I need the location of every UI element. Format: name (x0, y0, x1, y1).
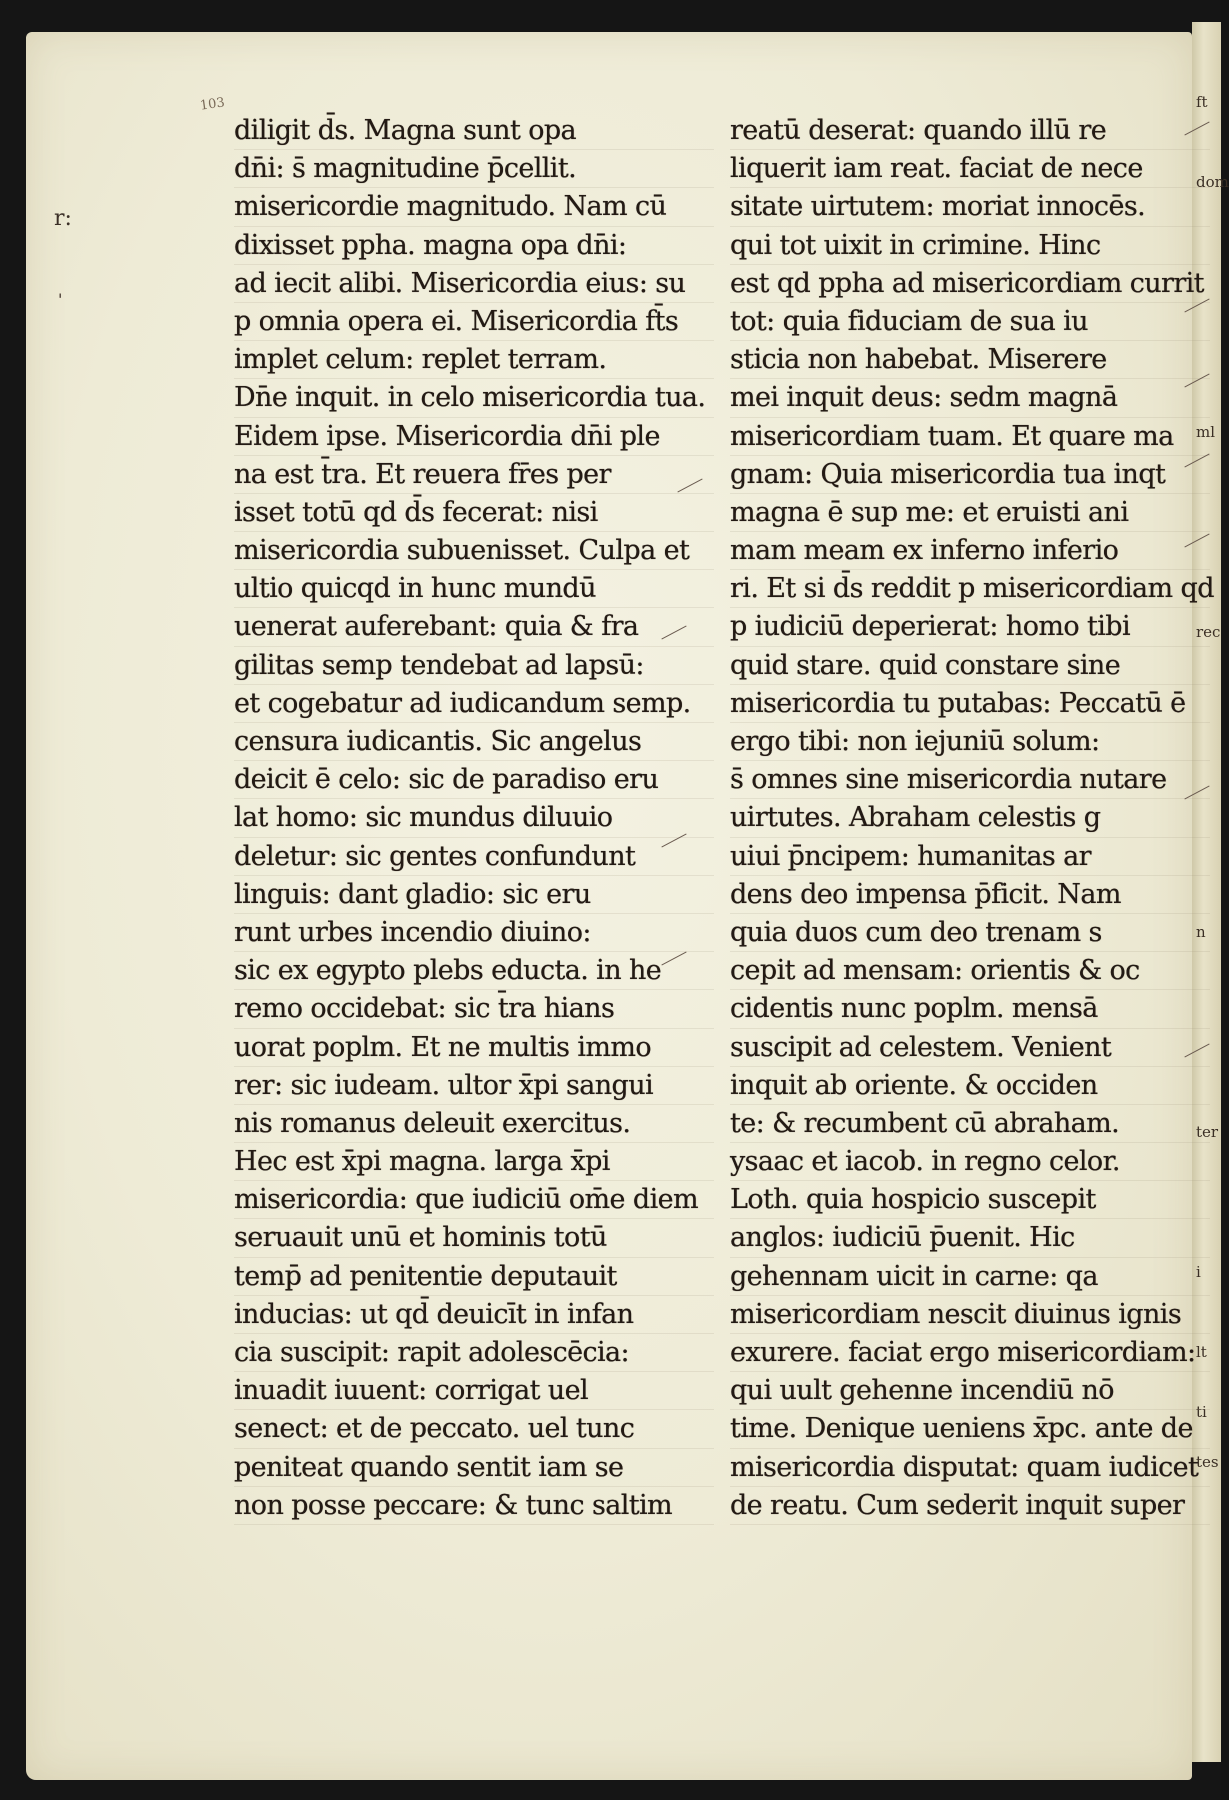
manuscript-line: gnam: Quia misericordia tua inqt (730, 456, 1210, 494)
manuscript-line: sic ex egypto plebs educta. in he (234, 952, 714, 990)
manuscript-line: mam meam ex inferno inferio (730, 532, 1210, 570)
manuscript-line: exurere. faciat ergo misericordiam: (730, 1334, 1210, 1372)
adjacent-leaf-fragment: rec (1196, 623, 1221, 641)
manuscript-line: ad iecit alibi. Misericordia eius: su (234, 265, 714, 303)
manuscript-line: Loth. quia hospicio suscepit (730, 1181, 1210, 1219)
manuscript-line: qui tot uixit in crimine. Hinc (730, 227, 1210, 265)
manuscript-line: implet celum: replet terram. (234, 341, 714, 379)
manuscript-line: inquit ab oriente. & occiden (730, 1067, 1210, 1105)
manuscript-line: gehennam uicit in carne: qa (730, 1258, 1210, 1296)
manuscript-line: cepit ad mensam: orientis & oc (730, 952, 1210, 990)
manuscript-line: magna ē sup me: et eruisti ani (730, 494, 1210, 532)
manuscript-line: s̄ omnes sine misericordia nutare (730, 761, 1210, 799)
manuscript-line: mei inquit deus: sedm magnā (730, 379, 1210, 417)
manuscript-line: ultio quicqd in hunc mundū (234, 570, 714, 608)
manuscript-line: misericordie magnitudo. Nam cū (234, 188, 714, 226)
manuscript-line: quia duos cum deo trenam s (730, 914, 1210, 952)
manuscript-line: uorat poplm. Et ne multis immo (234, 1029, 714, 1067)
adjacent-leaf-fragment: ft (1196, 93, 1208, 111)
manuscript-line: tot: quia fiduciam de sua iu (730, 303, 1210, 341)
manuscript-line: deletur: sic gentes confundunt (234, 838, 714, 876)
folio-number: 103 (199, 95, 226, 114)
manuscript-line: ysaac et iacob. in regno celor. (730, 1143, 1210, 1181)
manuscript-line: reatū deserat: quando illū re (730, 112, 1210, 150)
manuscript-line: gilitas semp tendebat ad lapsū: (234, 647, 714, 685)
manuscript-line: na est t̄ra. Et reuera fr̄es per (234, 456, 714, 494)
manuscript-line: est qd ppha ad misericordiam currit (730, 265, 1210, 303)
manuscript-line: nis romanus deleuit exercitus. (234, 1105, 714, 1143)
text-column-left (234, 112, 714, 1525)
manuscript-line: deicit ē celo: sic de paradiso eru (234, 761, 714, 799)
manuscript-line: dixisset ppha. magna opa dn̄i: (234, 227, 714, 265)
adjacent-leaf-fragment: tes (1196, 1453, 1219, 1471)
manuscript-line: misericordiam nescit diuinus ignis (730, 1296, 1210, 1334)
adjacent-leaf-fragment: n (1196, 923, 1206, 941)
manuscript-line: Hec est x̄pi magna. larga x̄pi (234, 1143, 714, 1181)
manuscript-line: suscipit ad celestem. Venient (730, 1029, 1210, 1067)
adjacent-leaf-fragment: lt (1196, 1343, 1207, 1361)
manuscript-line: sitate uirtutem: moriat innocēs. (730, 188, 1210, 226)
manuscript-line: cia suscipit: rapit adolescēcia: (234, 1334, 714, 1372)
margin-mark: r: (54, 206, 72, 231)
adjacent-leaf-fragment: ter (1196, 1123, 1219, 1141)
manuscript-line: Dn̄e inquit. in celo misericordia tua. (234, 379, 714, 417)
manuscript-line: senect: et de peccato. uel tunc (234, 1410, 714, 1448)
manuscript-line: misericordia tu putabas: Peccatū ē (730, 685, 1210, 723)
manuscript-line: time. Denique ueniens x̄pc. ante de (730, 1410, 1210, 1448)
manuscript-line: et cogebatur ad iudicandum semp. (234, 685, 714, 723)
margin-mark: ' (58, 290, 63, 309)
manuscript-line: diligit d̄s. Magna sunt opa (234, 112, 714, 150)
manuscript-line: dens deo impensa p̄ficit. Nam (730, 876, 1210, 914)
manuscript-line: liquerit iam reat. faciat de nece (730, 150, 1210, 188)
manuscript-line: temp̄ ad penitentie deputauit (234, 1258, 714, 1296)
manuscript-line: misericordia subuenisset. Culpa et (234, 532, 714, 570)
manuscript-line: uirtutes. Abraham celestis g (730, 799, 1210, 837)
adjacent-leaf-fragment: dom (1196, 173, 1229, 191)
manuscript-line: de reatu. Cum sederit inquit super (730, 1487, 1210, 1525)
adjacent-leaf-fragment: i (1196, 1263, 1201, 1281)
manuscript-line: remo occidebat: sic t̄ra hians (234, 990, 714, 1028)
manuscript-line: anglos: iudiciū p̄uenit. Hic (730, 1219, 1210, 1257)
manuscript-line: te: & recumbent cū abraham. (730, 1105, 1210, 1143)
manuscript-line: sticia non habebat. Miserere (730, 341, 1210, 379)
manuscript-line: dn̄i: s̄ magnitudine p̄cellit. (234, 150, 714, 188)
manuscript-line: p iudiciū deperierat: homo tibi (730, 608, 1210, 646)
adjacent-leaf-fragment: ti (1196, 1403, 1207, 1421)
manuscript-line: quid stare. quid constare sine (730, 647, 1210, 685)
manuscript-line: isset totū qd d̄s fecerat: nisi (234, 494, 714, 532)
manuscript-line: inuadit iuuent: corrigat uel (234, 1372, 714, 1410)
manuscript-line: ri. Et si d̄s reddit p misericordiam qd (730, 570, 1210, 608)
manuscript-line: Eidem ipse. Misericordia dn̄i ple (234, 418, 714, 456)
manuscript-line: peniteat quando sentit iam se (234, 1449, 714, 1487)
manuscript-line: lat homo: sic mundus diluuio (234, 799, 714, 837)
manuscript-line: misericordia disputat: quam iudicet (730, 1449, 1210, 1487)
manuscript-line: linguis: dant gladio: sic eru (234, 876, 714, 914)
manuscript-line: inducias: ut qd̄ deuicīt in infan (234, 1296, 714, 1334)
manuscript-line: non posse peccare: & tunc saltim (234, 1487, 714, 1525)
adjacent-leaf-fragment: ml (1196, 423, 1216, 441)
manuscript-line: rer: sic iudeam. ultor x̄pi sangui (234, 1067, 714, 1105)
manuscript-line: runt urbes incendio diuino: (234, 914, 714, 952)
manuscript-line: qui uult gehenne incendiū nō (730, 1372, 1210, 1410)
manuscript-line: cidentis nunc poplm. mensā (730, 990, 1210, 1028)
manuscript-line: censura iudicantis. Sic angelus (234, 723, 714, 761)
manuscript-line: p omnia opera ei. Misericordia ft̄s (234, 303, 714, 341)
manuscript-line: seruauit unū et hominis totū (234, 1219, 714, 1257)
manuscript-line: uiui p̄ncipem: humanitas ar (730, 838, 1210, 876)
manuscript-line: misericordia: que iudiciū om̄e diem (234, 1181, 714, 1219)
manuscript-line: misericordiam tuam. Et quare ma (730, 418, 1210, 456)
manuscript-line: uenerat auferebant: quia & fra (234, 608, 714, 646)
manuscript-line: ergo tibi: non iejuniū solum: (730, 723, 1210, 761)
